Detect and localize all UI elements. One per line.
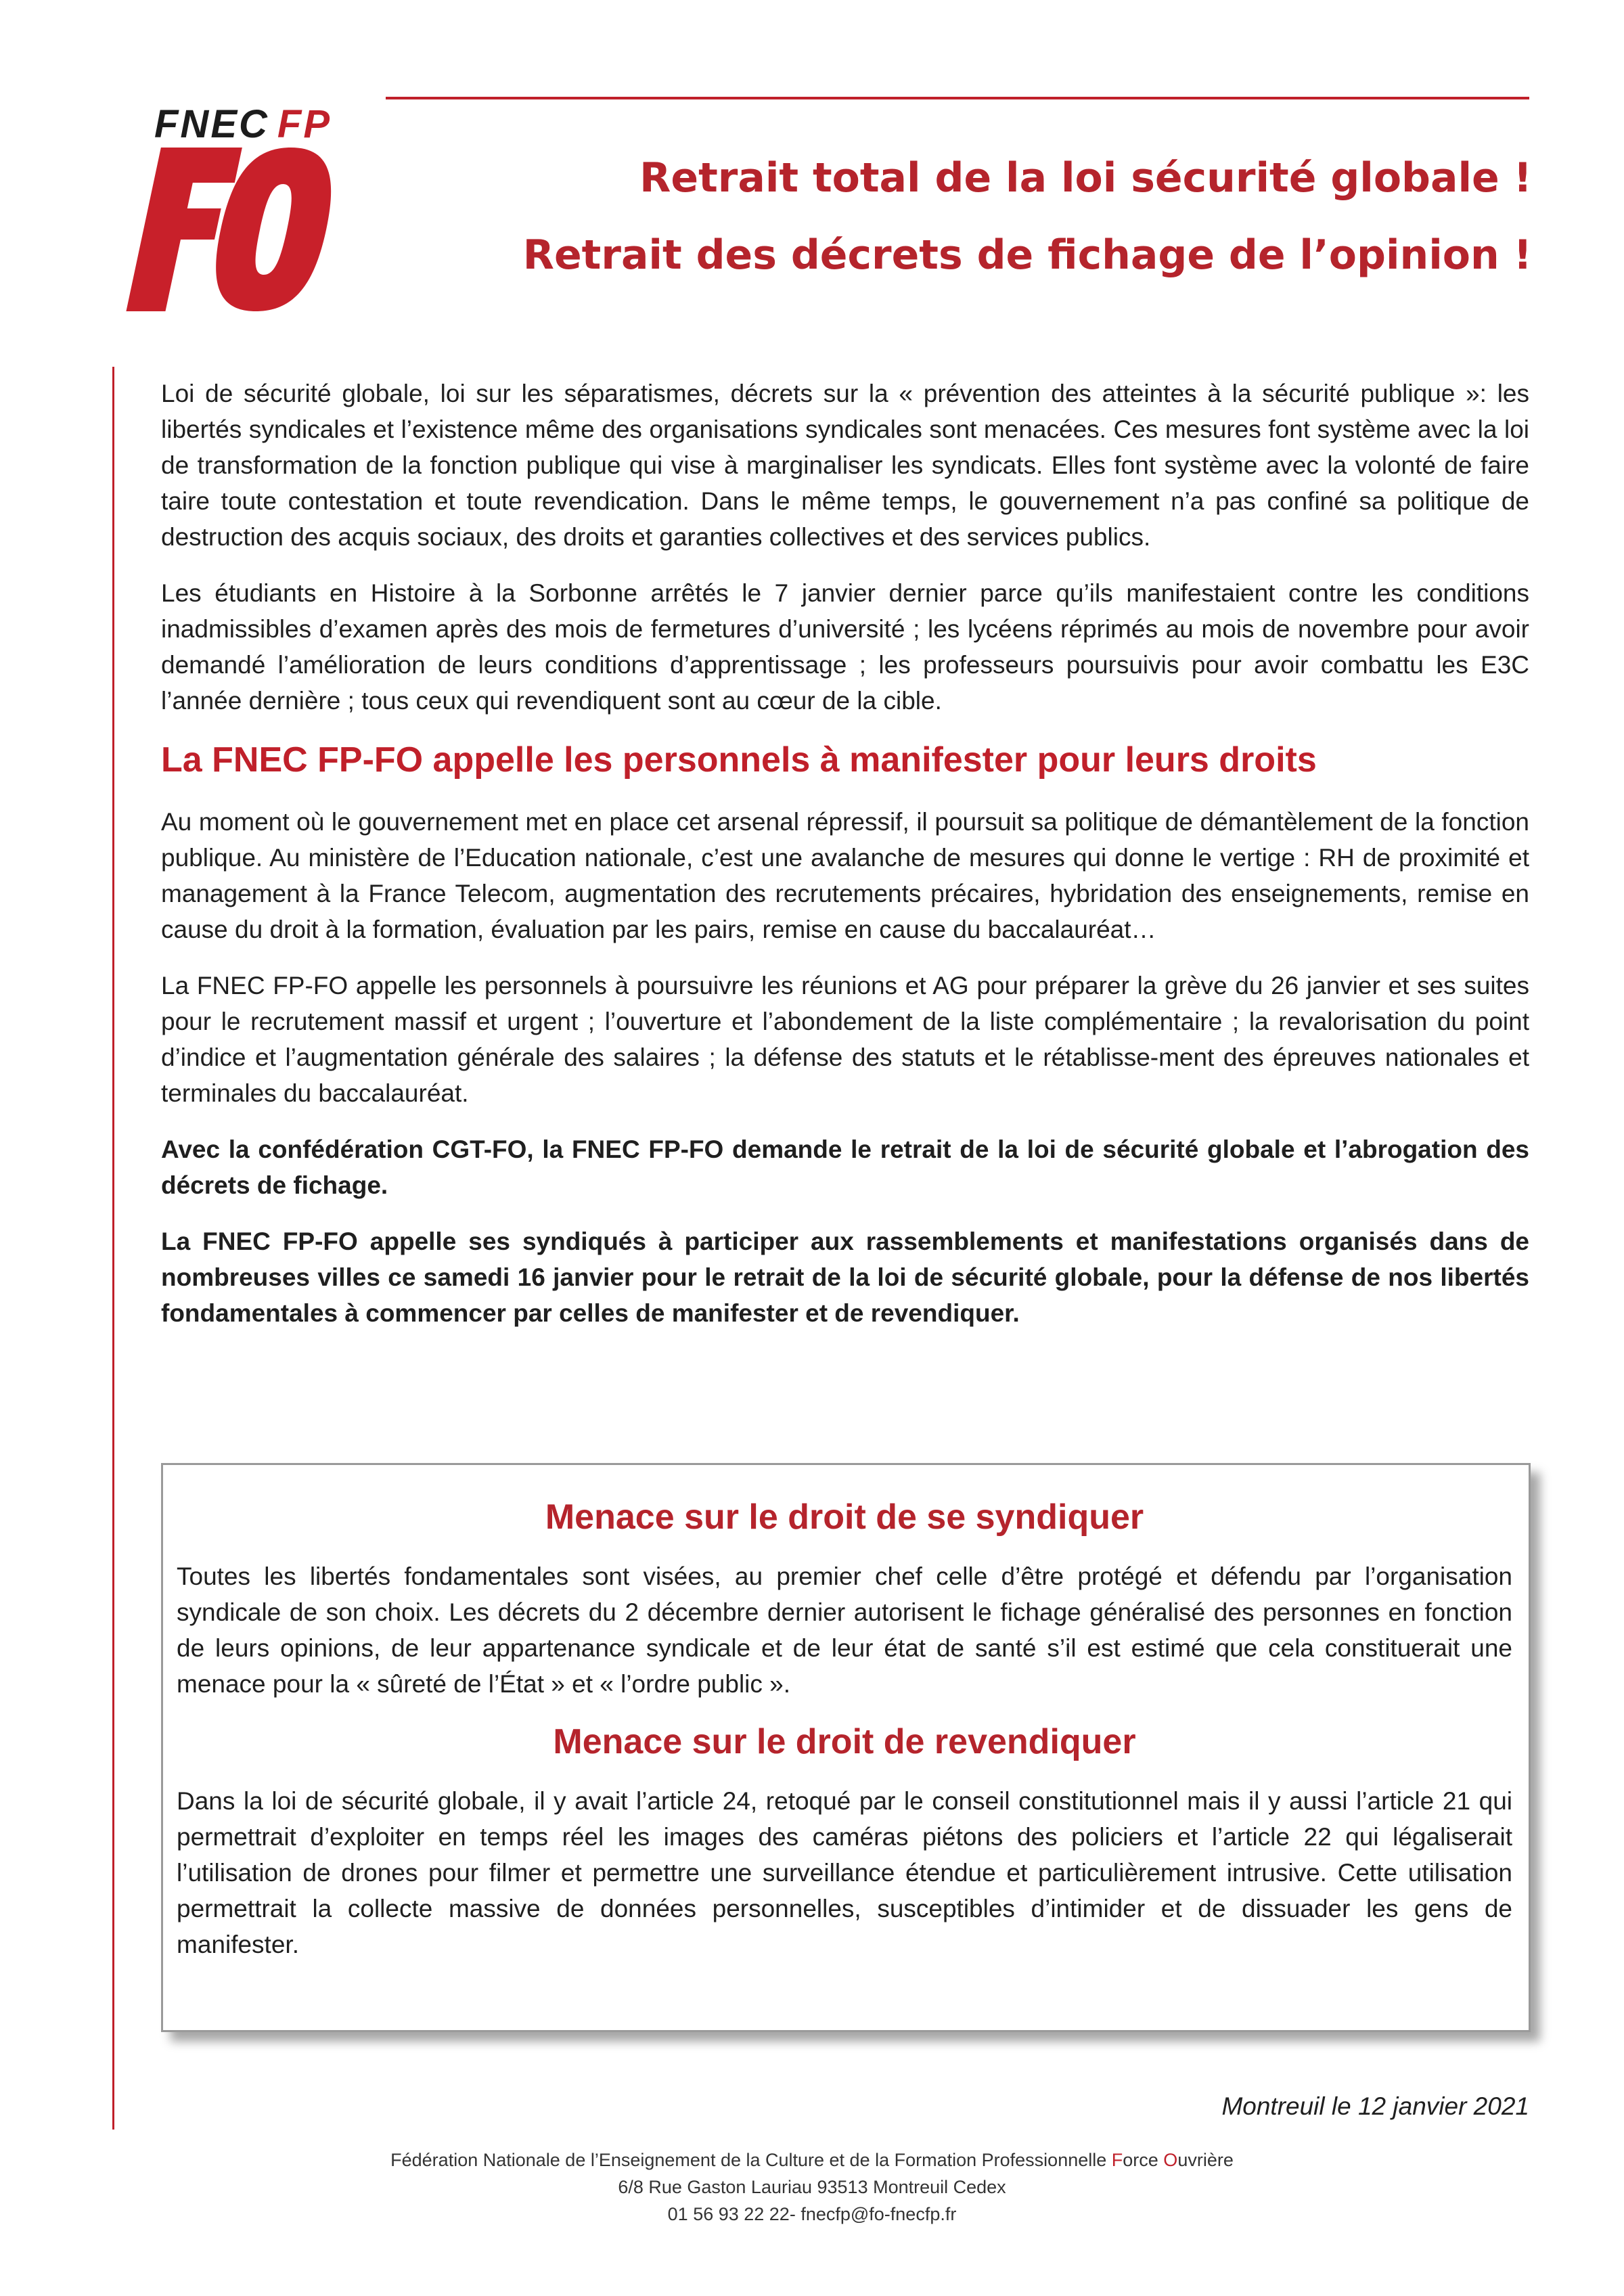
section-heading: La FNEC FP-FO appelle les personnels à manifester pour leurs droits (161, 740, 1317, 780)
footer-uvriere: uvrière (1177, 2150, 1234, 2170)
footer-contact: 01 56 93 22 22- fnecfp@fo-fnecfp.fr (667, 2204, 957, 2224)
fnec-fp-fo-logo (115, 102, 338, 318)
signature-date: Montreuil le 12 janvier 2021 (1221, 2092, 1529, 2120)
footer-address: 6/8 Rue Gaston Lauriau 93513 Montreuil Cedex (618, 2177, 1006, 2197)
main-title-line-1: Retrait total de la loi sécurité globale ! (639, 154, 1532, 202)
footer-line-1 (0, 2146, 1624, 2174)
box-paragraph-2: Dans la loi de sécurité globale, il y avait l’article 24, retoqué par le conseil constitutionnel mais il y aussi l’article 21 qui permettrait d’exploiter en temps réel les images des caméras piétons des policiers et l’article 22 qui légaliserait l’utilisation de drones pour filmer et permettre une surveillance étendue et particulièrement intrusive. Cette utilisation permettrait la collecte massive de données personnelles, susceptibles d’intimider et de dissuader les gens de manifester. (177, 1787, 1512, 1958)
paragraph-1: Loi de sécurité globale, loi sur les séparatismes, décrets sur la « prévention des atteintes à la sécurité publique »: les libertés syndicales et l’existence même des organisations syndicales sont menacées. Ces mesures font système avec la loi de transformation de la fonction publique qui vise à marginaliser les syndicats. Elles font système avec la volonté de faire taire toute contestation et toute revendication. Dans le même temps, le gouvernement n’a pas confiné sa politique de destruction des acquis sociaux, des droits et garanties collectives et des services publics. (161, 380, 1529, 551)
logo-fo-mark (115, 141, 338, 318)
body-content (161, 376, 1529, 1351)
footer-f-letter: F (1111, 2150, 1123, 2170)
footer-federation-name: Fédération Nationale de l’Enseignement de la Culture et de la Formation Professionnelle (390, 2150, 1112, 2170)
paragraph-2: Les étudiants en Histoire à la Sorbonne arrêtés le 7 janvier dernier parce qu’ils manifestaient contre les conditions inadmissibles d’examen après des mois de fermetures d’université ; les lycéens réprimés au mois de novembre pour avoir demandé l’amélioration de leurs conditions d’apprentissage ; les professeurs poursuivis pour avoir combattu les E3C l’année dernière ; tous ceux qui revendiquent sont au cœur de la cible. (161, 579, 1529, 715)
box-heading-revendiquer: Menace sur le droit de revendiquer (553, 1722, 1136, 1761)
logo-fnec-fp-text (154, 102, 332, 147)
footer-o-letter: O (1163, 2150, 1178, 2170)
box-paragraph-1: Toutes les libertés fondamentales sont visées, au premier chef celle d’être protégé et défendu par l’organisation syndicale de son choix. Les décrets du 2 décembre dernier autorisent le fichage généralisé des personnes en fonction de leurs opinions, de leur appartenance syndicale et de leur état de santé s’il est estimé que cela constituerait une menace pour la « sûreté de l’État » et « l’ordre public ». (177, 1562, 1512, 1698)
footer (0, 2146, 1624, 2228)
box-heading-syndiquer: Menace sur le droit de se syndiquer (545, 1498, 1144, 1537)
footer-orce: orce (1123, 2150, 1164, 2170)
paragraph-5-bold: Avec la confédération CGT-FO, la FNEC FP-FO demande le retrait de la loi de sécurité globale et l’abrogation des décrets de fichage. (161, 1135, 1529, 1199)
paragraph-4: La FNEC FP-FO appelle les personnels à poursuivre les réunions et AG pour préparer la grève du 26 janvier et ses suites pour le recrutement massif et urgent ; l’ouverture et l’abondement de la liste complémentaire ; la revalorisation du point d’indice et l’augmentation générale des salaires ; la défense des statuts et le rétablisse-ment des épreuves nationales et terminales du baccalauréat. (161, 972, 1529, 1107)
logo-fp: FP (277, 102, 332, 146)
left-margin-rule (112, 367, 114, 2130)
logo-fnec: FNEC (154, 102, 269, 146)
header-rule (386, 97, 1529, 99)
paragraph-6-bold: La FNEC FP-FO appelle ses syndiqués à participer aux rassemblements et manifestations organisés dans de nombreuses villes ce samedi 16 janvier pour le retrait de la loi de sécurité globale, pour la défense de nos libertés fondamentales à commencer par celles de manifester et de revendiquer. (161, 1228, 1529, 1327)
main-title-line-2: Retrait des décrets de fichage de l’opinion ! (522, 231, 1532, 279)
threats-box (161, 1463, 1531, 2032)
paragraph-3: Au moment où le gouvernement met en place cet arsenal répressif, il poursuit sa politique de démantèlement de la fonction publique. Au ministère de l’Education nationale, c’est une avalanche de mesures qui donne le vertige : RH de proximité et management à la France Telecom, augmentation des recrutements précaires, hybridation des enseignements, remise en cause du droit à la formation, évaluation par les pairs, remise en cause du baccalauréat… (161, 808, 1529, 943)
